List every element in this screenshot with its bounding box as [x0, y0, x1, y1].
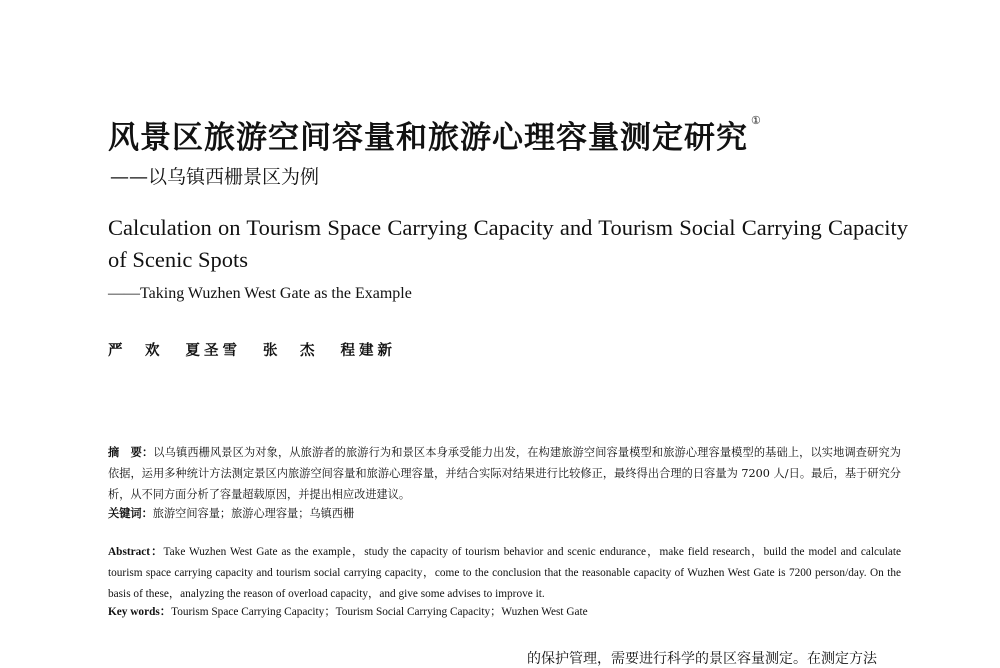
abstract-cn-text: 以乌镇西栅风景区为对象，从旅游者的旅游行为和景区本身承受能力出发，在构建旅游空间容量模型和旅游心理容量模型的基础上，以实地调查研究为依据，运用多种统计方法测定景区内旅游空间容量和旅游心理容量，并结合实际对结果进行比较修正，最终得出合理的日容量为 7200 人/日。最后，基于研究分析，从不同方面分析了容量超载原因，并提出相应改进建议。	[108, 446, 901, 501]
paper-subtitle-en: ——Taking Wuzhen West Gate as the Example	[108, 285, 412, 302]
abstract-en	[108, 542, 901, 605]
paper-title-en: Calculation on Tourism Space Carrying Capacity and Tourism Social Carrying Capacity of Scenic Spots	[108, 215, 908, 272]
keywords-cn-label: 关键词：	[108, 506, 153, 520]
keywords-en-text: Tourism Space Carrying Capacity；Tourism Social Carrying Capacity；Wuzhen West Gate	[171, 606, 588, 618]
author-name: 张 杰	[263, 342, 319, 359]
abstract-cn-label: 摘 要：	[108, 445, 154, 459]
author-name: 程建新	[340, 342, 396, 359]
abstract-en-label: Abstract：	[108, 546, 164, 558]
paper-title-cn	[108, 112, 762, 157]
keywords-cn-text: 旅游空间容量；旅游心理容量；乌镇西栅	[152, 507, 355, 520]
abstract-en-text: Take Wuzhen West Gate as the example，study the capacity of tourism behavior and scenic endurance，make field research，build the model and calculate tourism space carrying capacity and tourism social carrying capacity，come to the conclusion that the reasonable capacity of Wuzhen West Gate is 7200 person/day. On the basis of these，analyzing the reason of overload capacity，and give some advises to improve it.	[108, 546, 902, 600]
keywords-cn	[108, 505, 354, 521]
footnote-mark[interactable]: ①	[751, 114, 762, 127]
author-name: 严 欢	[108, 342, 164, 359]
body-text-fragment: 的保护管理，需要进行科学的景区容量测定。在测定方法	[527, 651, 877, 667]
author-name: 夏圣雪	[185, 342, 241, 359]
paper-title-cn-text: 风景区旅游空间容量和旅游心理容量测定研究	[108, 120, 748, 156]
keywords-en	[108, 603, 588, 619]
keywords-en-label: Key words：	[108, 606, 172, 618]
author-list	[108, 339, 396, 360]
abstract-cn	[108, 442, 901, 505]
paper-subtitle-cn: ——以乌镇西栅景区为例	[110, 166, 320, 188]
